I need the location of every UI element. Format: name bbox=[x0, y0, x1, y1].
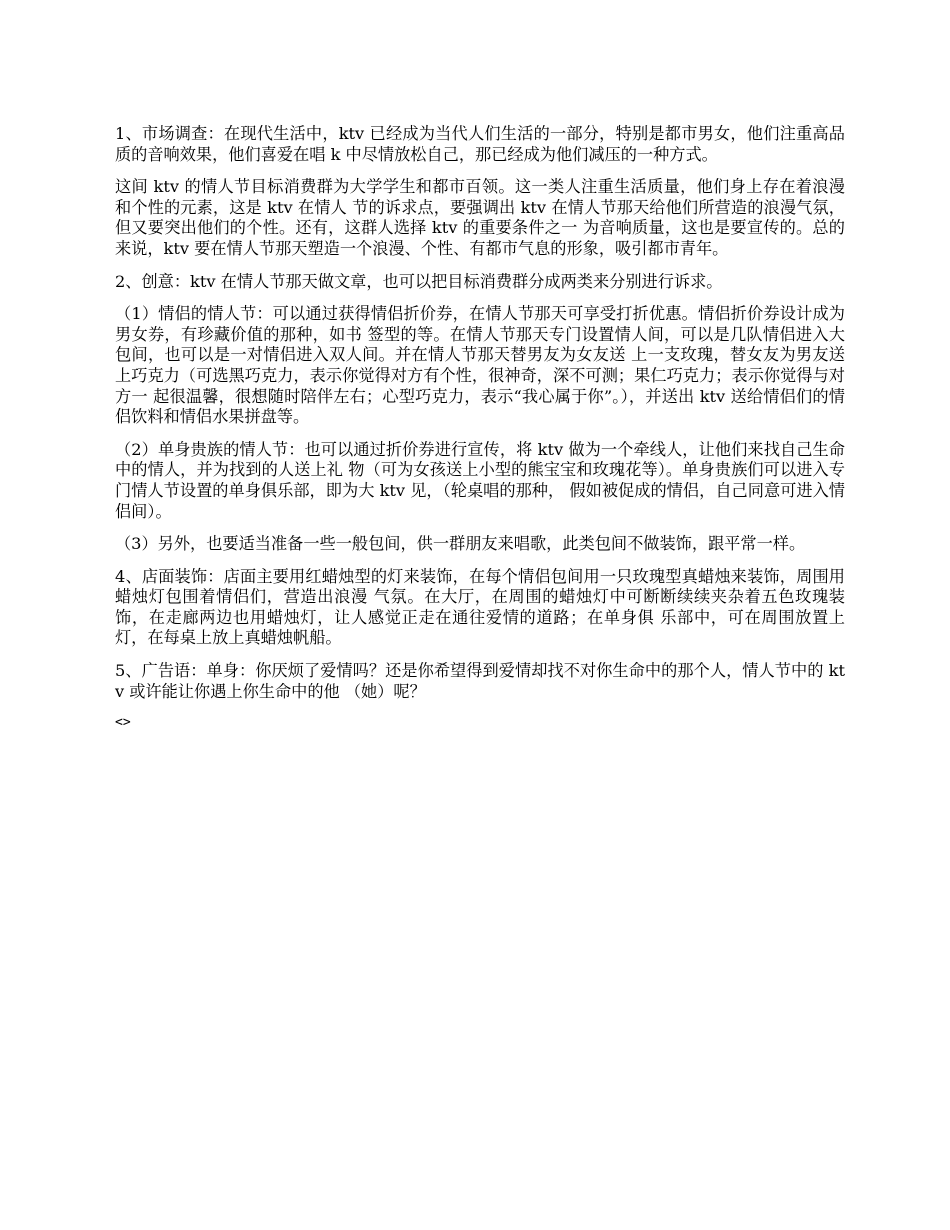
paragraph-market-research: 1、市场调查：在现代生活中，ktv 已经成为当代人们生活的一部分，特别是都市男女，他们注重高品质的音响效果，他们喜爱在唱 k 中尽情放松自己，那已经成为他们减压的一种方式。 bbox=[115, 124, 845, 164]
document-body bbox=[115, 124, 845, 732]
paragraph-couples-valentine: （1）情侣的情人节：可以通过获得情侣折价券，在情人节那天可享受打折优惠。情侣折价券设计成为男女券，有珍藏价值的那种，如书 签型的等。在情人节那天专门设置情人间，可以是几队情侣进入大包间，也可以是一对情侣进入双人间。并在情人节那天替男友为女友送 上一支玫瑰，替女友为男友送上巧克力（可选黑巧克力，表示你觉得对方有个性，很神奇，深不可测；果仁巧克力；表示你觉得与对方一 起很温馨，很想随时陪伴左右；心型巧克力，表示“我心属于你”。），并送出 ktv 送给情侣们的情侣饮料和情侣水果拼盘等。 bbox=[115, 304, 845, 427]
tail-mark: <> bbox=[115, 715, 131, 731]
paragraph-store-decoration: 4、店面装饰：店面主要用红蜡烛型的灯来装饰，在每个情侣包间用一只玫瑰型真蜡烛来装饰，周围用蜡烛灯包围着情侣们，营造出浪漫 气氛。在大厅，在周围的蜡烛灯中可断断续续夹杂着五色玫瑰装饰，在走廊两边也用蜡烛灯，让人感觉正走在通往爱情的道路；在单身俱 乐部中，可在周围放置上灯，在每桌上放上真蜡烛帆船。 bbox=[115, 566, 845, 648]
paragraph-target-consumers: 这间 ktv 的情人节目标消费群为大学学生和都市百领。这一类人注重生活质量，他们身上存在着浪漫和个性的元素，这是 ktv 在情人 节的诉求点，要强调出 ktv 在情人节那天给他们所营造的浪漫气氛，但又要突出他们的个性。还有，这群人选择 ktv 的重要条件之一 为音响质量，这也是要宣传的。总的来说，ktv 要在情人节那天塑造一个浪漫、个性、有都市气息的形象，吸引都市青年。 bbox=[115, 177, 845, 258]
paragraph-creative: 2、创意：ktv 在情人节那天做文章，也可以把目标消费群分成两类来分别进行诉求。 bbox=[115, 271, 723, 291]
paragraph-ordinary-rooms: （3）另外，也要适当准备一些一般包间，供一群朋友来唱歌，此类包间不做装饰，跟平常一样。 bbox=[115, 534, 806, 554]
paragraph-singles-valentine: （2）单身贵族的情人节：也可以通过折价券进行宣传，将 ktv 做为一个牵线人，让他们来找自己生命中的情人，并为找到的人送上礼 物（可为女孩送上小型的熊宝宝和玫瑰花等）。单身贵族们可以进入专门情人节设置的单身俱乐部，即为大 ktv 见，（轮桌唱的那种， 假如被促成的情侣，自己同意可进入情侣间）。 bbox=[115, 439, 845, 521]
paragraph-slogan: 5、广告语：单身：你厌烦了爱情吗？还是你希望得到爱情却找不对你生命中的那个人，情人节中的 ktv 或许能让你遇上你生命中的他 （她）呢？ bbox=[115, 661, 845, 701]
